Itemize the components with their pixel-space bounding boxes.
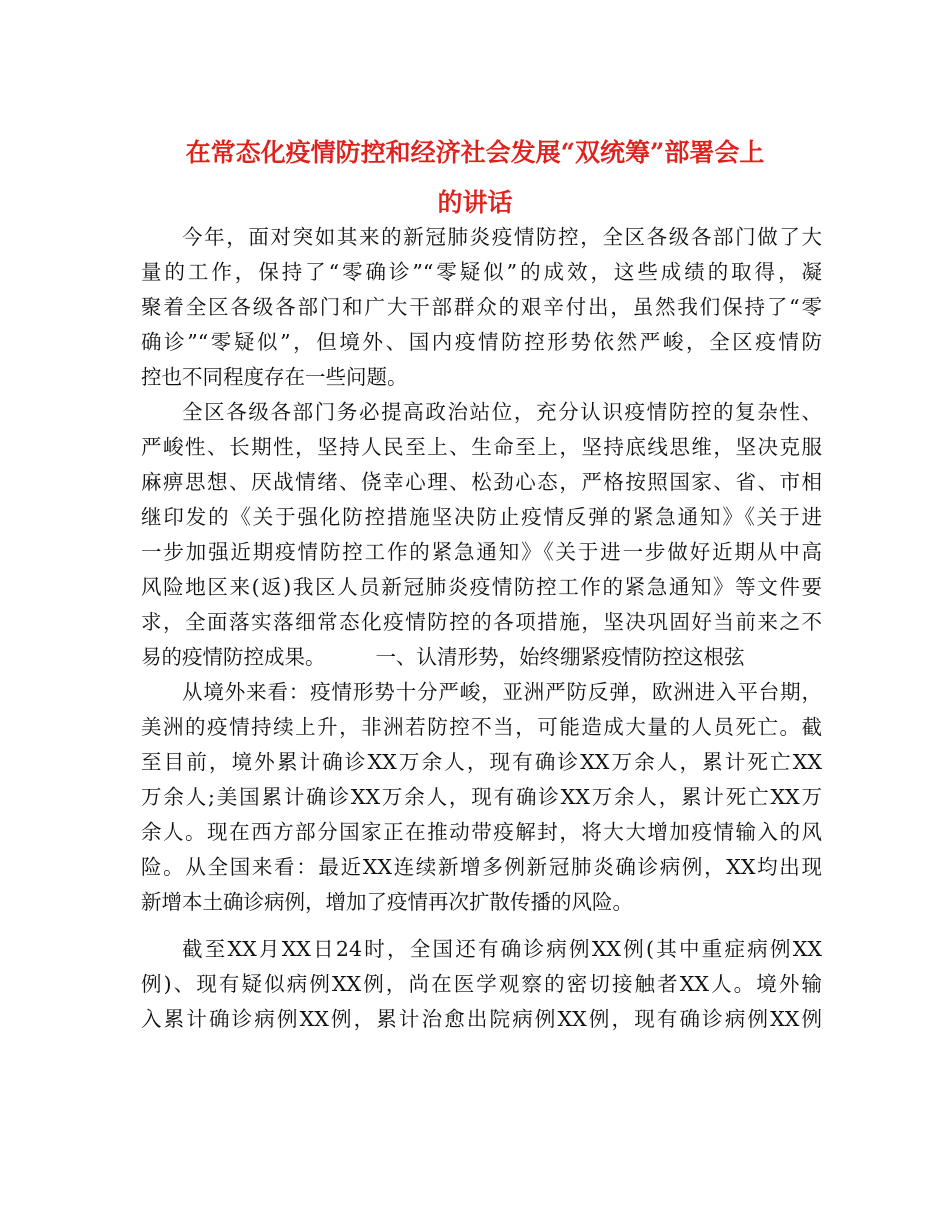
text-line: 风险地区来(返)我区人员新冠肺炎疫情防控工作的紧急通知》等文件要: [141, 575, 822, 599]
text-line: 截至XX月XX日24时，全国还有确诊病例XX例(其中重症病例XX: [182, 937, 822, 961]
text-line: 继印发的《关于强化防控措施坚决防止疫情反弹的紧急通知》《关于进: [141, 505, 822, 529]
text-line: 聚着全区各级各部门和广大干部群众的艰辛付出，虽然我们保持了“零: [141, 295, 822, 319]
text-line: 例)、现有疑似病例XX例，尚在医学观察的密切接触者XX人。境外输: [141, 972, 822, 996]
text-line: 险。从全国来看：最近XX连续新增多例新冠肺炎确诊病例，XX均出现: [141, 855, 822, 879]
title-line-1: 在常态化疫情防控和经济社会发展“双统筹”部署会上: [185, 138, 765, 167]
document-body: [141, 220, 822, 1037]
text-line: 余人。现在西方部分国家正在推动带疫解封，将大大增加疫情输入的风: [141, 820, 822, 844]
title-line-2: 的讲话: [437, 188, 513, 217]
text-line: 控也不同程度存在一些问题。: [141, 365, 408, 389]
text-line: 从境外来看：疫情形势十分严峻，亚洲严防反弹，欧洲进入平台期，: [182, 680, 822, 704]
text-line: 万余人;美国累计确诊XX万余人，现有确诊XX万余人，累计死亡XX万: [141, 785, 822, 809]
text-line: 全区各级各部门务必提高政治站位，充分认识疫情防控的复杂性、: [182, 400, 822, 424]
text-line: 新增本土确诊病例，增加了疫情再次扩散传播的风险。: [141, 890, 633, 914]
text-line: [141, 640, 822, 675]
text-line: 麻痹思想、厌战情绪、侥幸心理、松劲心态，严格按照国家、省、市相: [141, 470, 822, 494]
text-line: 美洲的疫情持续上升，非洲若防控不当，可能造成大量的人员死亡。截: [141, 715, 822, 739]
text-line: 严峻性、长期性，坚持人民至上、生命至上，坚持底线思维，坚决克服: [141, 435, 822, 459]
text-line: 量的工作，保持了“零确诊”“零疑似”的成效，这些成绩的取得，凝: [141, 260, 822, 284]
text-line: 今年，面对突如其来的新冠肺炎疫情防控，全区各级各部门做了大: [182, 225, 822, 249]
text-line: 确诊”“零疑似”，但境外、国内疫情防控形势依然严峻，全区疫情防: [141, 330, 822, 354]
text-line: 至目前，境外累计确诊XX万余人，现有确诊XX万余人，累计死亡XX: [141, 750, 822, 774]
document-title: [100, 128, 850, 228]
text-line: 一步加强近期疫情防控工作的紧急通知》《关于进一步做好近期从中高: [141, 540, 822, 564]
section-heading: 一、认清形势，始终绷紧疫情防控这根弦: [375, 645, 745, 669]
text-line: 求，全面落实落细常态化疫情防控的各项措施，坚决巩固好当前来之不: [141, 610, 822, 634]
text-segment: 易的疫情防控成果。: [141, 645, 326, 669]
text-line: 入累计确诊病例XX例，累计治愈出院病例XX例，现有确诊病例XX例: [141, 1007, 822, 1031]
